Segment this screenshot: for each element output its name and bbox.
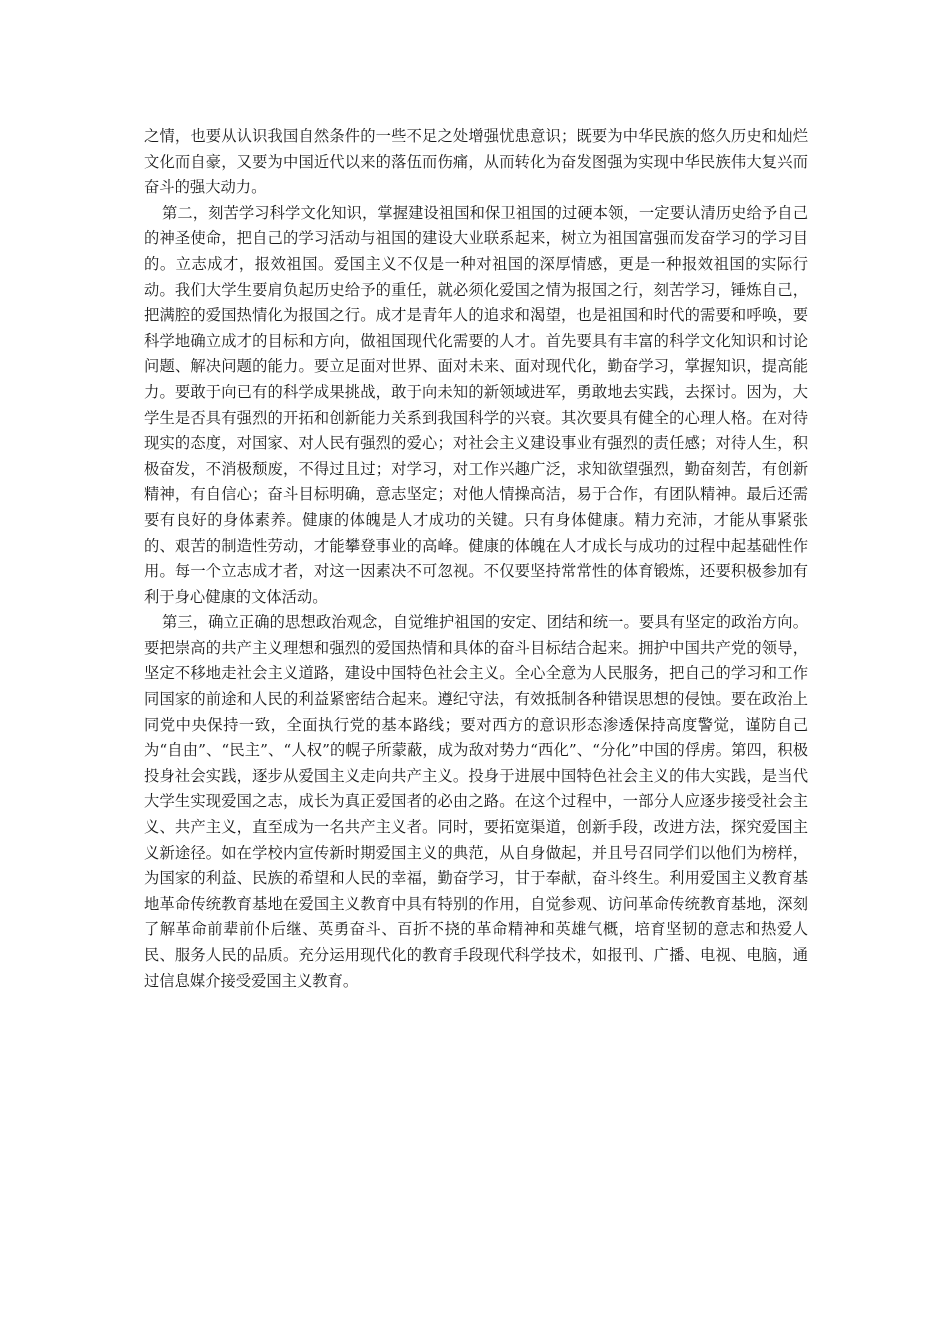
paragraph-1: 之情，也要从认识我国自然条件的一些不足之处增强忧患意识；既要为中华民族的悠久历史和灿烂文化而自豪，又要为中国近代以来的落伍而伤痛，从而转化为奋发图强为实现中华民族伟大复兴而奋斗的强大动力。	[144, 127, 808, 197]
paragraph-2: 第二，刻苦学习科学文化知识，掌握建设祖国和保卫祖国的过硬本领，一定要认清历史给予自己的神圣使命，把自己的学习活动与祖国的建设大业联系起来，树立为祖国富强而发奋学习的学习目的。立志成才，报效祖国。爱国主义不仅是一种对祖国的深厚情感，更是一种报效祖国的实际行动。我们大学生要肩负起历史给予的重任，就必须化爱国之情为报国之行，刻苦学习，锤炼自己，把满腔的爱国热情化为报国之行。成才是青年人的追求和渴望，也是祖国和时代的需要和呼唤，要科学地确立成才的目标和方向，做祖国现代化需要的人才。首先要具有丰富的科学文化知识和讨论问题、解决问题的能力。要立足面对世界、面对未来、面对现代化，勤奋学习，掌握知识，提高能力。要敢于向已有的科学成果挑战，敢于向未知的新领域进军，勇敢地去实践，去探讨。因为，大学生是否具有强烈的开拓和创新能力关系到我国科学的兴衰。其次要具有健全的心理人格。在对待现实的态度，对国家、对人民有强烈的爱心；对社会主义建设事业有强烈的责任感；对待人生，积极奋发，不消极颓废，不得过且过；对学习，对工作兴趣广泛，求知欲望强烈，勤奋刻苦，有创新精神，有自信心；奋斗目标明确，意志坚定；对他人情操高洁，易于合作，有团队精神。最后还需要有良好的身体素养。健康的体魄是人才成功的关键。只有身体健康。精力充沛，才能从事紧张的、艰苦的制造性劳动，才能攀登事业的高峰。健康的体魄在人才成长与成功的过程中起基础性作用。每一个立志成才者，对这一因素决不可忽视。不仅要坚持常常性的体育锻炼，还要积极参加有利于身心健康的文体活动。	[144, 203, 808, 606]
paragraph-3: 第三，确立正确的思想政治观念，自觉维护祖国的安定、团结和统一。要具有坚定的政治方向。要把崇高的共产主义理想和强烈的爱国热情和具体的奋斗目标结合起来。拥护中国共产党的领导，坚定不移地走社会主义道路，建设中国特色社会主义。全心全意为人民服务，把自己的学习和工作同国家的前途和人民的利益紧密结合起来。遵纪守法，有效抵制各种错误思想的侵蚀。要在政治上同党中央保持一致，全面执行党的基本路线；要对西方的意识形态渗透保持高度警觉，谨防自己为“自由”、“民主”、“人权”的幌子所蒙蔽，成为敌对势力“西化”、“分化”中国的俘虏。第四，积极投身社会实践，逐步从爱国主义走向共产主义。投身于进展中国特色社会主义的伟大实践，是当代大学生实现爱国之志，成长为真正爱国者的必由之路。在这个过程中，一部分人应逐步接受社会主义、共产主义，直至成为一名共产主义者。同时，要拓宽渠道，创新手段，改进方法，探究爱国主义新途径。如在学校内宣传新时期爱国主义的典范，从自身做起，并且号召同学们以他们为榜样，为国家的利益、民族的希望和人民的幸福，勤奋学习，甘于奉献，奋斗终生。利用爱国主义教育基地革命传统教育基地在爱国主义教育中具有特别的作用，自觉参观、访问革命传统教育基地，深刻了解革命前辈前仆后继、英勇奋斗、百折不挠的革命精神和英雄气概，培育坚韧的意志和热爱人民、服务人民的品质。充分运用现代化的教育手段现代科学技术，如报刊、广播、电视、电脑，通过信息媒介接受爱国主义教育。	[144, 613, 808, 990]
document-body	[144, 124, 808, 994]
